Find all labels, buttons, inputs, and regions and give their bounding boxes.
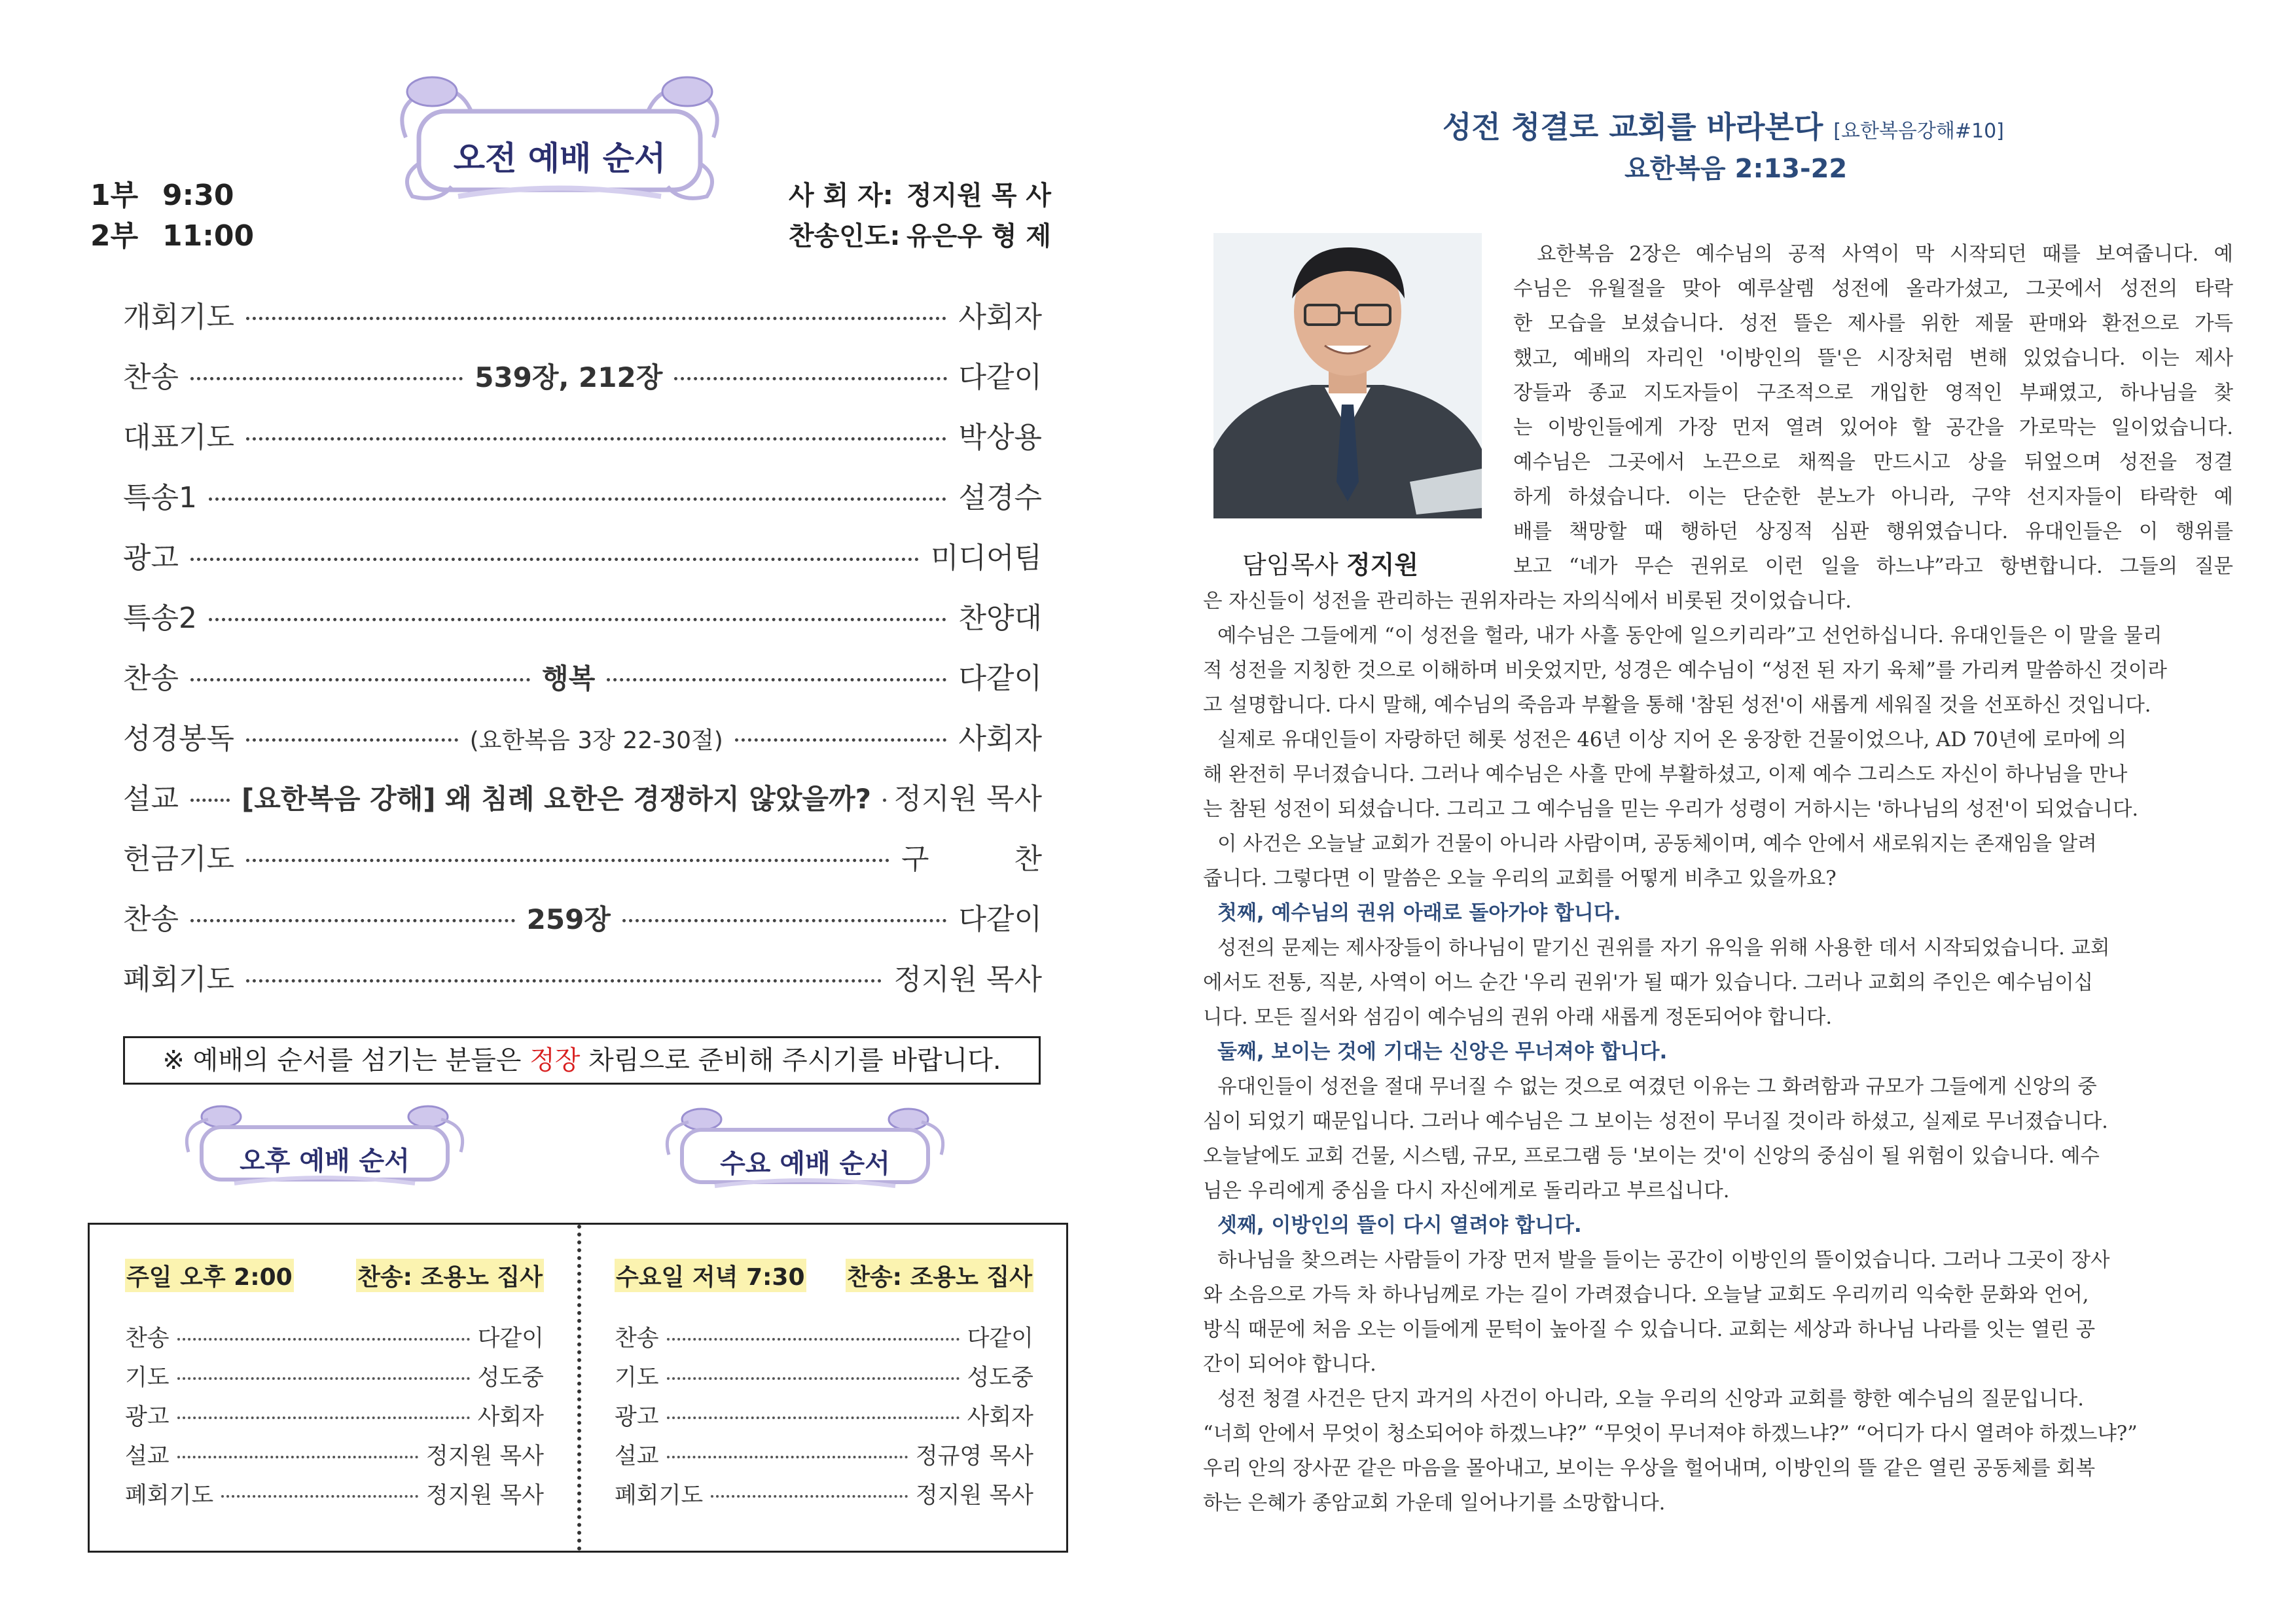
order-item-detail: 539장, 212장 xyxy=(475,361,663,393)
schedule-item-leader: 정규영 목사 xyxy=(915,1443,1033,1470)
morning-title: 오전 예배 순서 xyxy=(453,139,666,177)
text-line: 우리 안의 장사꾼 같은 마음을 몰아내고, 보이는 우상을 헐어내며, 이방인의 뜰 같은 열린 공동체를 회복 xyxy=(1203,1457,2096,1480)
schedule-item-name: 설교 xyxy=(125,1443,170,1470)
schedule-row xyxy=(615,1399,1033,1438)
text-line: 요한복음 2장은 예수님의 공적 사역이 막 시작되던 때를 보여줍니다. 예 xyxy=(1537,243,2233,266)
leader-dots xyxy=(177,1456,418,1458)
order-item-leader: 정지원 목사 xyxy=(893,963,1042,996)
order-row xyxy=(123,414,1042,474)
schedule-item-leader: 성도중 xyxy=(967,1365,1033,1391)
schedule-item-leader: 성도중 xyxy=(477,1365,544,1391)
schedule-item-name: 폐회기도 xyxy=(125,1483,214,1509)
order-row xyxy=(123,835,1080,895)
sermon-body xyxy=(1203,584,2233,1521)
notice-highlight: 정장 xyxy=(529,1045,581,1075)
afternoon-song-leader: 찬송: 조용노 집사 xyxy=(356,1259,544,1292)
leader-dots xyxy=(622,919,947,922)
schedule-item-name: 찬송 xyxy=(615,1326,659,1352)
afternoon-title-banner xyxy=(175,1100,474,1191)
leader-dots xyxy=(190,678,530,681)
leader-dots xyxy=(667,1377,960,1380)
order-row xyxy=(123,895,1042,956)
leader-dots xyxy=(190,799,230,802)
series-label: [요한복음강해#10] xyxy=(1833,120,2004,143)
schedule-item-name: 광고 xyxy=(125,1404,170,1430)
article-title: 성전 청결로 교회를 바라본다 xyxy=(1443,109,1823,145)
leader-dots xyxy=(246,738,458,742)
service-times xyxy=(90,175,254,257)
text-line: 유대인들이 성전을 절대 무너질 수 없는 것으로 여겼던 이유는 그 화려함과 규모가 그들에게 신앙의 중 xyxy=(1217,1075,2097,1098)
order-item-name: 대표기도 xyxy=(123,421,235,454)
scripture-reference: 요한복음 2:13-22 xyxy=(1624,154,1848,184)
order-item-leader: 미디어팀 xyxy=(930,541,1042,575)
leader-dots xyxy=(674,377,946,380)
morning-title-banner xyxy=(380,65,740,209)
schedule-row xyxy=(125,1438,544,1477)
order-of-service xyxy=(123,293,1080,1016)
leader-dots xyxy=(667,1456,908,1458)
order-item-leader: 다같이 xyxy=(958,361,1043,394)
text-line: 는 이방인들에게 가장 먼저 열려 있어야 할 공간을 가로막는 일이었습니다. xyxy=(1513,416,2233,439)
text-line: 해 완전히 무너졌습니다. 그러나 예수님은 사흘 만에 부활하셨고, 이제 예수 그리스도 자신이 하나님을 만나 xyxy=(1203,763,2128,786)
order-item-leader: 다같이 xyxy=(958,662,1042,695)
service-2-label: 2부 xyxy=(90,219,139,253)
section-heading-1: 첫째, 예수님의 권위 아래로 돌아가야 합니다. xyxy=(1217,901,1621,925)
text-line: 장들과 종교 지도자들이 구조적으로 개입한 영적인 부패였고, 하나님을 찾 xyxy=(1513,382,2233,405)
order-row xyxy=(123,353,1042,414)
text-line: 간이 되어야 합니다. xyxy=(1203,1353,1376,1376)
order-item-detail: (요한복음 3장 22-30절) xyxy=(469,727,723,754)
leader-dots xyxy=(246,317,946,320)
order-item-leader: 정지원 목사 xyxy=(893,782,1042,816)
leader-dots xyxy=(221,1495,418,1498)
text-line: 에서도 전통, 직분, 사역이 어느 순간 '우리 권위'가 될 때가 있습니다. 그러나 교회의 주인은 예수님이십 xyxy=(1203,971,2094,994)
sermon-article-title xyxy=(1443,103,2004,147)
text-line: 줍니다. 그렇다면 이 말씀은 오늘 우리의 교회를 어떻게 비추고 있을까요? xyxy=(1203,867,1837,890)
leader-dots xyxy=(190,919,515,922)
song-leader-label: 찬송인도: xyxy=(789,221,901,251)
order-item-name: 특송2 xyxy=(123,602,198,635)
order-item-name: 찬송 xyxy=(123,662,179,695)
text-line: 예수님은 그들에게 “이 성전을 헐라, 내가 사흘 동안에 일으키리라”고 선언하십니다. 유대인들은 이 말을 물리 xyxy=(1217,624,2162,647)
order-item-name: 폐회기도 xyxy=(123,963,235,996)
order-item-detail: 259장 xyxy=(526,903,611,935)
order-row xyxy=(123,956,1042,1016)
caption-name: 정지원 xyxy=(1346,550,1419,579)
service-2-time: 11:00 xyxy=(162,219,255,253)
order-item-name: 특송1 xyxy=(123,481,198,514)
leader-dots xyxy=(607,678,946,681)
afternoon-title: 오후 예배 순서 xyxy=(240,1146,410,1176)
text-line: 니다. 모든 질서와 섬김이 예수님의 권위 아래 새롭게 정돈되어야 합니다. xyxy=(1203,1006,1833,1029)
text-line: 는 참된 성전이 되셨습니다. 그리고 그 예수님을 믿는 우리가 성령이 거하시는 '하나님의 성전'이 되었습니다. xyxy=(1203,798,2139,821)
order-item-leader: 설경수 xyxy=(958,481,1042,514)
text-line: 와 소음으로 가득 차 하나님께로 가는 길이 가려졌습니다. 오늘날 교회도 우리끼리 익숙한 문화와 언어, xyxy=(1203,1284,2089,1307)
section-heading-2: 둘째, 보이는 것에 기대는 신앙은 무너져야 합니다. xyxy=(1217,1040,1668,1064)
song-leader-name: 유은우 형 제 xyxy=(906,221,1052,251)
order-row xyxy=(123,293,1042,353)
schedule-item-leader: 정지원 목사 xyxy=(425,1483,544,1509)
leader-dots xyxy=(177,1416,470,1419)
wednesday-time: 수요일 저녁 7:30 xyxy=(615,1259,806,1292)
order-item-detail: 행복 xyxy=(542,662,596,695)
sermon-intro xyxy=(1513,237,2233,584)
service-leaders xyxy=(789,175,1051,257)
section-heading-3: 셋째, 이방인의 뜰이 다시 열려야 합니다. xyxy=(1217,1214,1582,1237)
text-line: 배를 책망할 때 행하던 상징적 심판 행위였습니다. 유대인들은 이 행위를 xyxy=(1513,520,2233,543)
order-row xyxy=(123,474,1042,534)
schedule-row xyxy=(125,1477,544,1517)
schedule-row xyxy=(125,1360,544,1399)
order-row xyxy=(123,715,1042,775)
order-item-name: 찬송 xyxy=(123,361,179,394)
order-item-name: 찬송 xyxy=(123,903,179,936)
pastor-portrait-icon xyxy=(1213,233,1482,518)
schedule-item-leader: 정지원 목사 xyxy=(915,1483,1033,1509)
leader-dots xyxy=(177,1338,470,1341)
caption-role: 담임목사 xyxy=(1242,550,1338,579)
schedule-item-name: 광고 xyxy=(615,1404,659,1430)
order-row xyxy=(123,534,1042,594)
text-line: 은 자신들이 성전을 관리하는 권위자라는 자의식에서 비롯된 것이었습니다. xyxy=(1203,590,1852,613)
leader-dots xyxy=(177,1377,470,1380)
wednesday-schedule xyxy=(615,1256,1033,1517)
schedule-row xyxy=(125,1399,544,1438)
wednesday-song-leader: 찬송: 조용노 집사 xyxy=(846,1259,1033,1292)
notice-text-before: ※ 예배의 순서를 섬기는 분들은 xyxy=(162,1045,530,1075)
order-item-leader: 사회자 xyxy=(958,300,1042,334)
service-1-label: 1부 xyxy=(90,179,139,212)
schedule-item-name: 찬송 xyxy=(125,1326,170,1352)
host-name: 정지원 목 사 xyxy=(906,181,1052,211)
leader-dots xyxy=(735,738,947,742)
order-item-name: 설교 xyxy=(123,782,179,816)
schedule-item-name: 폐회기도 xyxy=(615,1483,704,1509)
text-line: 한 모습을 보셨습니다. 성전 뜰은 제사를 위한 제물 판매와 환전으로 가득 xyxy=(1513,312,2233,335)
schedule-row xyxy=(615,1360,1033,1399)
leader-dots xyxy=(246,979,882,983)
text-line: 성전의 문제는 제사장들이 하나님이 맡기신 권위를 자기 유익을 위해 사용한 데서 시작되었습니다. 교회 xyxy=(1217,937,2110,960)
schedule-row xyxy=(615,1477,1033,1517)
text-line: 했고, 예배의 자리인 '이방인의 뜰'은 시장처럼 변해 있었습니다. 이는 제사 xyxy=(1513,347,2233,370)
sermon-title: [요한복음 강해] 왜 침례 요한은 경쟁하지 않았을까? xyxy=(242,783,871,815)
order-row xyxy=(123,775,1042,835)
dress-code-notice xyxy=(123,1036,1041,1085)
leader-dots xyxy=(711,1495,908,1498)
text-line: 심이 되었기 때문입니다. 그러나 예수님은 그 보이는 성전이 무너질 것이라 하셨고, 실제로 무너졌습니다. xyxy=(1203,1110,2108,1133)
schedule-item-leader: 사회자 xyxy=(477,1404,544,1430)
leader-dots xyxy=(190,558,919,561)
afternoon-time: 주일 오후 2:00 xyxy=(125,1259,294,1292)
text-line: 예수님은 그곳에서 노끈으로 채찍을 만드시고 상을 뒤엎으며 성전을 정결 xyxy=(1513,451,2233,474)
leader-dots xyxy=(883,799,885,802)
order-row xyxy=(123,594,1042,655)
schedule-item-leader: 정지원 목사 xyxy=(425,1443,544,1470)
leader-dots xyxy=(190,377,463,380)
text-line: 하나님을 찾으려는 사람들이 가장 먼저 발을 들이는 공간이 이방인의 뜰이었습니다. 그러나 그곳이 장사 xyxy=(1217,1249,2110,1272)
leader-dots xyxy=(209,497,946,501)
text-line: “너희 안에서 무엇이 청소되어야 하겠느냐?” “무엇이 무너져야 하겠느냐?” “어디가 다시 열려야 하겠느냐?” xyxy=(1203,1422,2138,1445)
text-line: 성전 청결 사건은 단지 과거의 사건이 아니라, 오늘 우리의 신앙과 교회를 향한 예수님의 질문입니다. xyxy=(1217,1388,2084,1411)
order-item-leader: 구 찬 xyxy=(901,842,1080,876)
leader-dots xyxy=(246,437,946,441)
order-row xyxy=(123,655,1042,715)
schedule-row xyxy=(125,1320,544,1360)
order-item-name: 헌금기도 xyxy=(123,842,235,876)
text-line: 오늘날에도 교회 건물, 시스템, 규모, 프로그램 등 '보이는 것'이 신앙의 중심이 될 위험이 있습니다. 예수 xyxy=(1203,1145,2100,1168)
wednesday-title: 수요 예배 순서 xyxy=(720,1149,890,1179)
wednesday-title-banner xyxy=(656,1102,954,1194)
afternoon-schedule xyxy=(125,1256,544,1517)
leader-dots xyxy=(667,1416,960,1419)
schedule-divider xyxy=(577,1225,581,1551)
pastor-caption xyxy=(1242,545,1418,581)
notice-text-after: 차림으로 준비해 주시기를 바랍니다. xyxy=(580,1045,1001,1075)
schedule-item-leader: 다같이 xyxy=(477,1326,544,1352)
order-item-name: 광고 xyxy=(123,541,179,575)
schedule-item-leader: 다같이 xyxy=(967,1326,1033,1352)
leader-dots xyxy=(667,1338,960,1341)
text-line: 이 사건은 오늘날 교회가 건물이 아니라 사람이며, 공동체이며, 예수 안에서 새로워지는 존재임을 알려 xyxy=(1217,833,2097,856)
order-item-leader: 사회자 xyxy=(958,722,1042,755)
schedule-item-name: 기도 xyxy=(615,1365,659,1391)
text-line: 하는 은혜가 종암교회 가운데 일어나기를 소망합니다. xyxy=(1203,1492,1666,1515)
schedule-row xyxy=(615,1320,1033,1360)
schedule-item-name: 기도 xyxy=(125,1365,170,1391)
text-line: 하게 하셨습니다. 이는 단순한 분노가 아니라, 구약 선지자들이 타락한 예 xyxy=(1513,486,2233,509)
text-line: 방식 때문에 처음 오는 이들에게 문턱이 높아질 수 있습니다. 교회는 세상과 하나님 나라를 잇는 열린 공 xyxy=(1203,1318,2096,1341)
text-line: 수님은 유월절을 맞아 예루살렘 성전에 올라가셨고, 그곳에서 성전의 타락 xyxy=(1513,278,2233,300)
schedule-box xyxy=(88,1223,1068,1553)
order-item-name: 개회기도 xyxy=(123,300,235,334)
text-line: 고 설명합니다. 다시 말해, 예수님의 죽음과 부활을 통해 '참된 성전'이 새롭게 세워질 것을 선포하신 것입니다. xyxy=(1203,694,2151,717)
leader-dots xyxy=(246,859,889,862)
leader-dots xyxy=(209,618,946,621)
text-line: 보고 “네가 무슨 권위로 이런 일을 하느냐”라고 항변합니다. 그들의 질문 xyxy=(1513,555,2233,578)
schedule-item-name: 설교 xyxy=(615,1443,659,1470)
order-item-leader: 찬양대 xyxy=(958,602,1042,635)
order-item-leader: 다같이 xyxy=(958,903,1042,936)
schedule-item-leader: 사회자 xyxy=(967,1404,1033,1430)
order-item-leader: 박상용 xyxy=(958,421,1042,454)
order-item-name: 성경봉독 xyxy=(123,722,235,755)
schedule-row xyxy=(615,1438,1033,1477)
text-line: 님은 우리에게 중심을 다시 자신에게로 돌리라고 부르십니다. xyxy=(1203,1180,1730,1202)
text-line: 실제로 유대인들이 자랑하던 헤롯 성전은 46년 이상 지어 온 웅장한 건물이었으나, AD 70년에 로마에 의 xyxy=(1217,729,2127,751)
host-label: 사 회 자: xyxy=(789,181,893,211)
pastor-photo xyxy=(1213,233,1482,518)
text-line: 적 성전을 지칭한 것으로 이해하며 비웃었지만, 성경은 예수님이 “성전 된 자기 육체”를 가리켜 말씀하신 것이라 xyxy=(1203,659,2167,682)
service-1-time: 9:30 xyxy=(162,179,234,212)
